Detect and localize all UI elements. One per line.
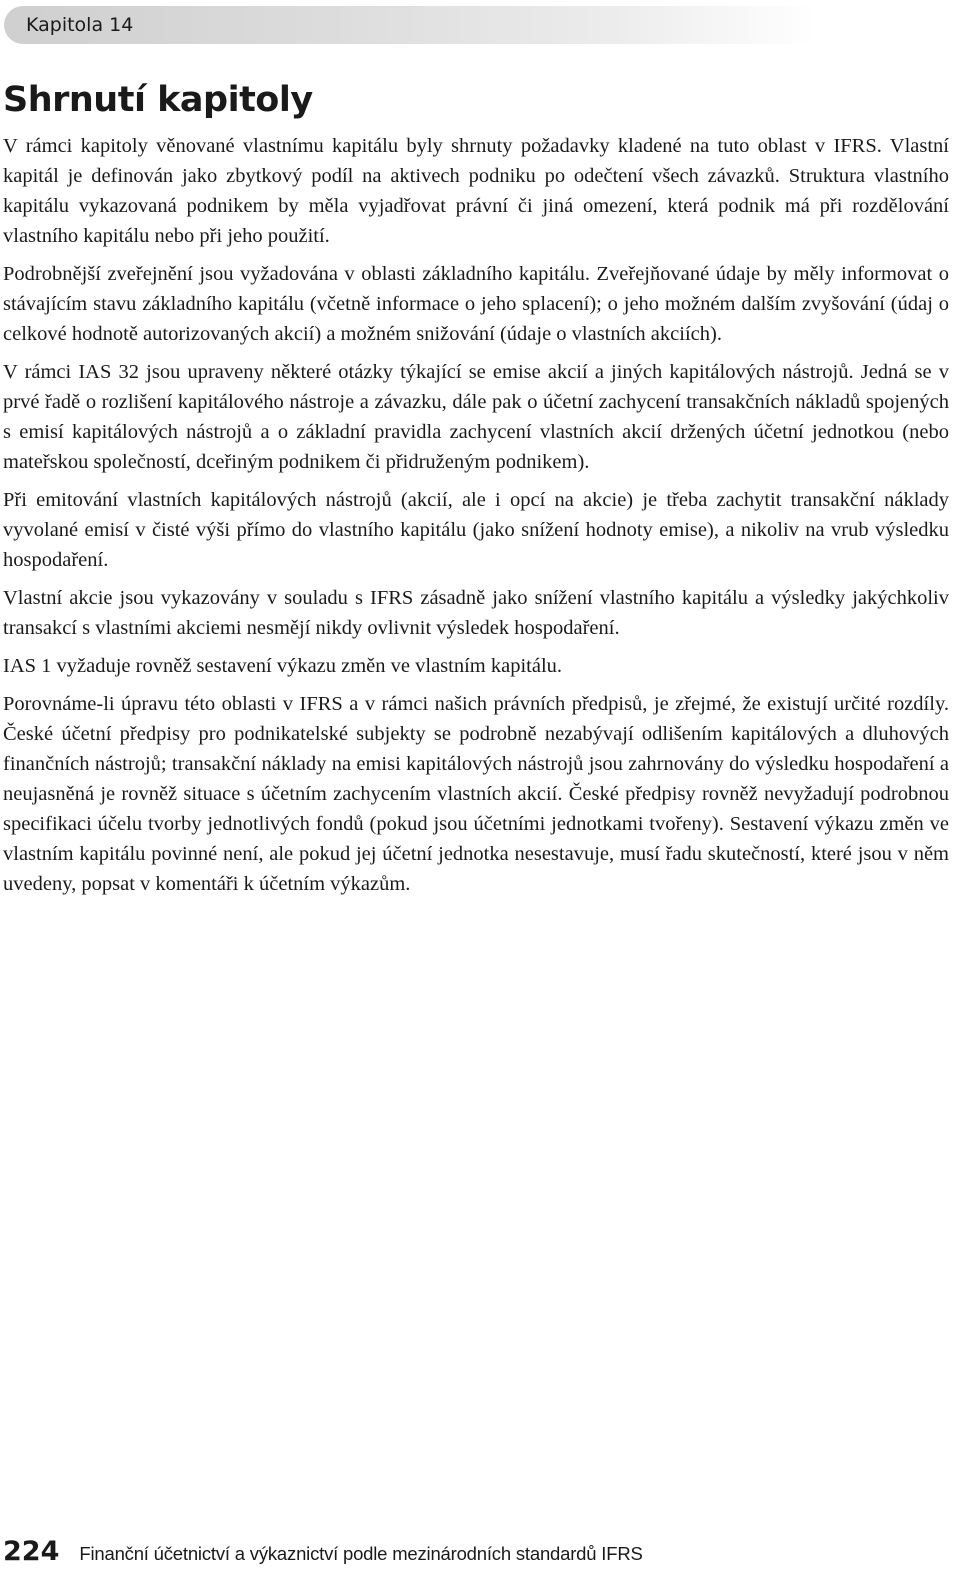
paragraph: Podrobnější zveřejnění jsou vyžadována v oblasti základního kapitálu. Zveřejňované údaje by měly informovat o stávajícím stavu základního kapitálu (včetně informace o jeho splacení); o jeho možném dalším zvyšování (údaj o celkové hodnotě autorizovaných akcií) a možném snižování (údaje o vlastních akciích). xyxy=(3,263,949,345)
page-number: 224 xyxy=(3,1536,60,1567)
chapter-header-bar xyxy=(4,6,816,44)
paragraph: Porovnáme-li úpravu této oblasti v IFRS a v rámci našich právních předpisů, je zřejmé, že existují určité rozdíly. České účetní předpisy pro podnikatelské subjekty se podrobně nezabývají odlišením kapitálových a dluhových finančních nástrojů; transakční náklady na emisi kapitálových nástrojů jsou zahrnovány do výsledku hospodaření a neujasněná je rovněž situace s účetním zachycením vlastních akcií. České předpisy rovněž nevyžadují podrobnou specifikaci účelu tvorby jednotlivých fondů (pokud jsou účetními jednotkami tvořeny). Sestavení výkazu změn ve vlastním kapitálu povinné není, ale pokud jej účetní jednotka nesestavuje, musí řadu skutečností, které jsou v něm uvedeny, popsat v komentáři k účetním výkazům. xyxy=(3,693,949,895)
body-text xyxy=(3,131,949,907)
page-title: Shrnutí kapitoly xyxy=(3,80,313,120)
paragraph: V rámci kapitoly věnované vlastnímu kapitálu byly shrnuty požadavky kladené na tuto oblast v IFRS. Vlastní kapitál je definován jako zbytkový podíl na aktivech podniku po odečtení všech závazků. Struktura vlastního kapitálu vykazovaná podnikem by měla vyjadřovat právní či jiná omezení, která podnik má při rozdělování vlastního kapitálu nebo při jeho použití. xyxy=(3,135,949,247)
page-footer xyxy=(3,1532,643,1576)
paragraph: IAS 1 vyžaduje rovněž sestavení výkazu změn ve vlastním kapitálu. xyxy=(3,655,563,677)
paragraph: V rámci IAS 32 jsou upraveny některé otázky týkající se emise akcií a jiných kapitálových nástrojů. Jedná se v prvé řadě o rozlišení kapitálového nástroje a závazku, dále pak o účetní zachycení transakčních nákladů spojených s emisí kapitálových nástrojů a o základní pravidla zachycení vlastních akcií držených účetní jednotkou (nebo mateřskou společností, dceřiným podnikem či přidruženým podnikem). xyxy=(3,361,949,473)
paragraph: Při emitování vlastních kapitálových nástrojů (akcií, ale i opcí na akcie) je třeba zachytit transakční náklady vyvolané emisí v čisté výši přímo do vlastního kapitálu (jako snížení hodnoty emise), a nikoliv na vrub výsledku hospodaření. xyxy=(3,489,949,571)
book-title: Finanční účetnictví a výkaznictví podle mezinárodních standardů IFRS xyxy=(79,1543,643,1564)
chapter-label: Kapitola 14 xyxy=(26,14,134,36)
paragraph: Vlastní akcie jsou vykazovány v souladu s IFRS zásadně jako snížení vlastního kapitálu a výsledky jakýchkoliv transakcí s vlastními akciemi nesmějí nikdy ovlivnit výsledek hospodaření. xyxy=(3,587,949,639)
